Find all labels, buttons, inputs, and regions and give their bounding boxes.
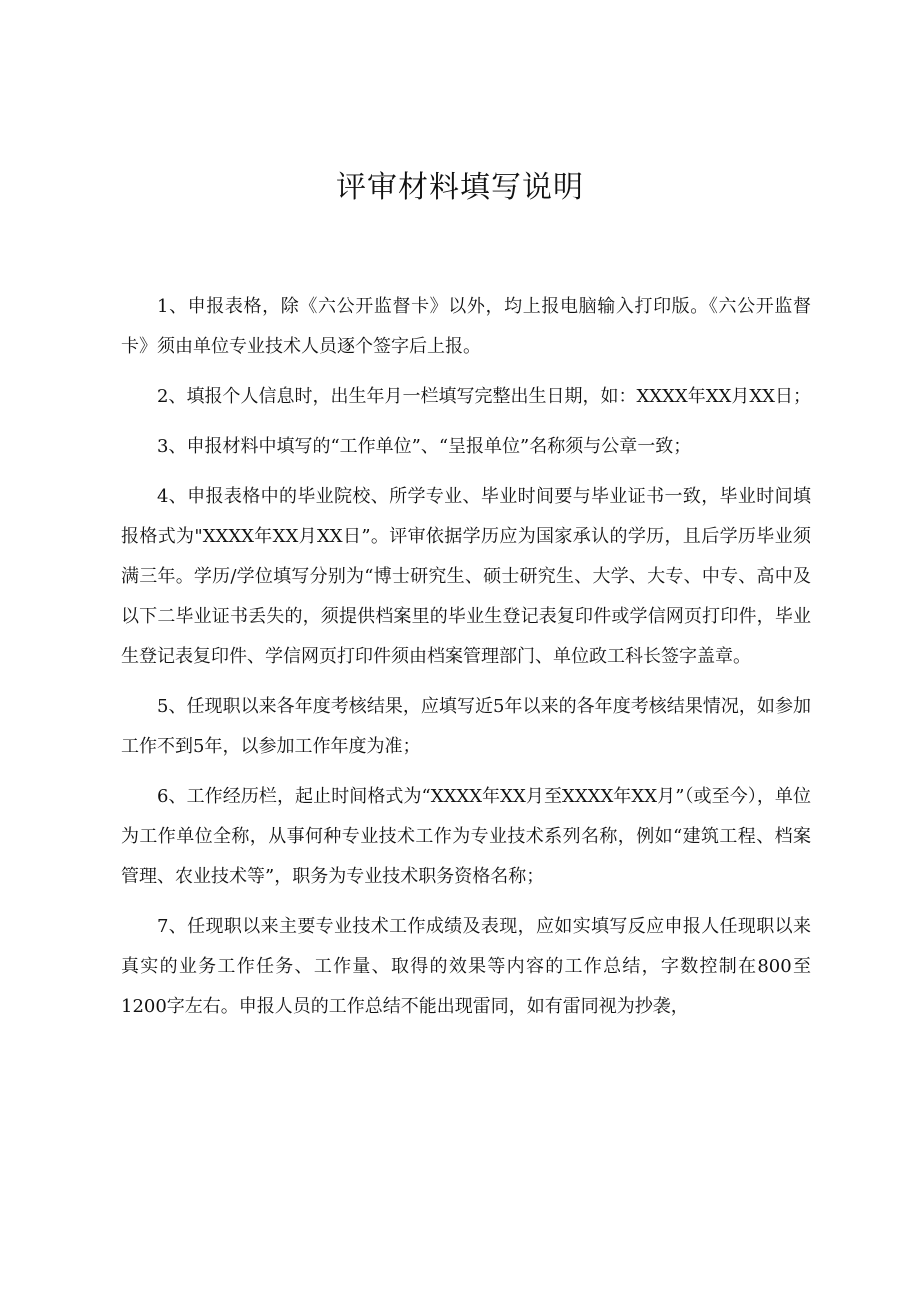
instruction-paragraph-6: 6、工作经历栏，起止时间格式为“XXXX年XX月至XXXX年XX月”（或至今），单位为工作单位全称，从事何种专业技术工作为专业技术系列名称，例如“建筑工程、档案管理、农业技术等”，职务为专业技术职务资格名称；	[121, 786, 811, 887]
instruction-paragraph-7: 7、任现职以来主要专业技术工作成绩及表现，应如实填写反应申报人任现职以来真实的业务工作任务、工作量、取得的效果等内容的工作总结，字数控制在800至1200字左右。申报人员的工作总结不能出现雷同，如有雷同视为抄袭，	[121, 916, 811, 1017]
instruction-paragraph-4: 4、申报表格中的毕业院校、所学专业、毕业时间要与毕业证书一致，毕业时间填报格式为"XXXX年XX月XX日”。评审依据学历应为国家承认的学历，且后学历毕业须满三年。学历/学位填写分别为“博士研究生、硕士研究生、大学、大专、中专、高中及以下二毕业证书丢失的，须提供档案里的毕业生登记表复印件或学信网页打印件，毕业生登记表复印件、学信网页打印件须由档案管理部门、单位政工科长签字盖章。	[121, 486, 811, 667]
document-title: 评审材料填写说明	[336, 170, 584, 205]
instruction-paragraph-2: 2、填报个人信息时，出生年月一栏填写完整出生日期，如：XXXX年XX月XX日；	[157, 386, 811, 407]
instruction-paragraph-1: 1、申报表格，除《六公开监督卡》以外，均上报电脑输入打印版。《六公开监督卡》须由单位专业技术人员逐个签字后上报。	[121, 296, 811, 357]
document-body	[121, 287, 811, 1037]
instruction-paragraph-5: 5、任现职以来各年度考核结果，应填写近5年以来的各年度考核结果情况，如参加工作不到5年，以参加工作年度为准；	[121, 696, 811, 757]
instruction-paragraph-3: 3、申报材料中填写的“工作单位”、“呈报单位”名称须与公章一致；	[157, 436, 692, 457]
